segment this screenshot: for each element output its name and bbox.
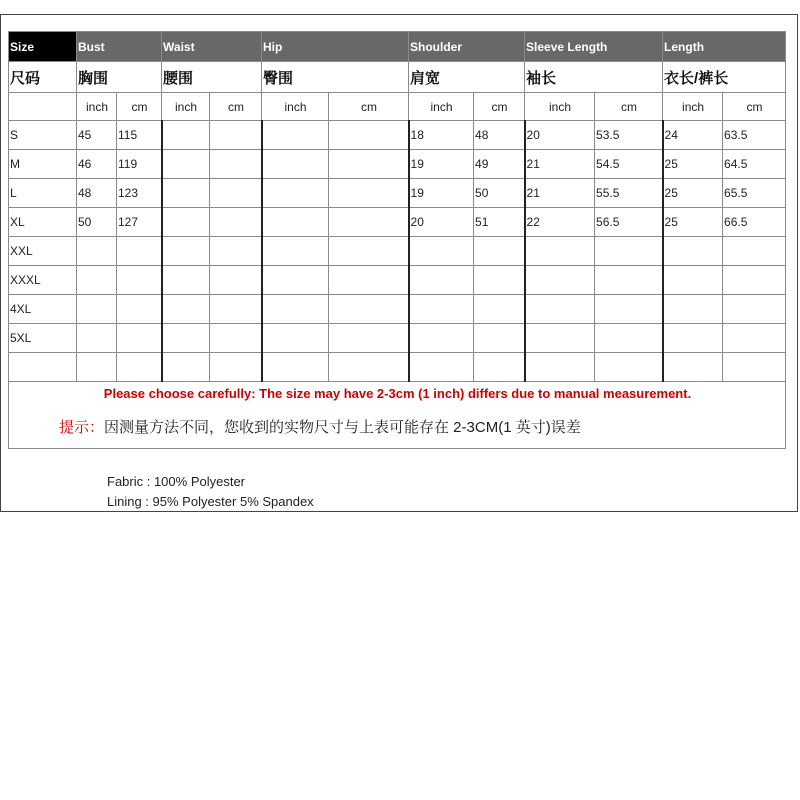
measurement-cell bbox=[409, 266, 474, 295]
measurement-cell bbox=[162, 266, 210, 295]
measurement-cell bbox=[77, 324, 117, 353]
unit-cell: inch bbox=[262, 93, 329, 121]
note-chinese-text: 因测量方法不同，您收到的实物尺寸与上表可能存在 2-3CM(1 英寸)误差 bbox=[104, 419, 581, 436]
measurement-cell bbox=[262, 208, 329, 237]
header-zh-size: 尺码 bbox=[9, 62, 77, 93]
unit-cell: cm bbox=[595, 93, 663, 121]
header-bust: Bust bbox=[77, 32, 162, 62]
measurement-cell: 65.5 bbox=[723, 179, 786, 208]
measurement-cell: 49 bbox=[474, 150, 525, 179]
size-label-cell: XXXL bbox=[9, 266, 77, 295]
note-cell bbox=[9, 382, 786, 449]
measurement-cell bbox=[663, 324, 723, 353]
measurement-cell bbox=[262, 266, 329, 295]
measurement-cell: 46 bbox=[77, 150, 117, 179]
measurement-cell bbox=[329, 295, 409, 324]
measurement-cell bbox=[474, 237, 525, 266]
measurement-cell bbox=[210, 179, 262, 208]
measurement-cell bbox=[162, 179, 210, 208]
measurement-cell bbox=[525, 295, 595, 324]
header-zh-hip: 臀围 bbox=[262, 62, 409, 93]
measurement-cell bbox=[162, 150, 210, 179]
measurement-cell bbox=[77, 237, 117, 266]
measurement-cell: 18 bbox=[409, 121, 474, 150]
size-label-cell: M bbox=[9, 150, 77, 179]
measurement-cell: 22 bbox=[525, 208, 595, 237]
size-chart-table bbox=[8, 31, 786, 449]
measurement-cell bbox=[117, 295, 162, 324]
measurement-cell bbox=[162, 295, 210, 324]
header-shoulder: Shoulder bbox=[409, 32, 525, 62]
measurement-cell bbox=[474, 266, 525, 295]
measurement-cell: 53.5 bbox=[595, 121, 663, 150]
measurement-cell: 25 bbox=[663, 179, 723, 208]
size-label-cell: S bbox=[9, 121, 77, 150]
size-label-cell bbox=[9, 353, 77, 382]
measurement-cell bbox=[329, 266, 409, 295]
measurement-cell bbox=[409, 324, 474, 353]
measurement-cell: 50 bbox=[77, 208, 117, 237]
table-row bbox=[9, 150, 786, 179]
unit-cell bbox=[9, 93, 77, 121]
header-sleeve-length: Sleeve Length bbox=[525, 32, 663, 62]
measurement-cell bbox=[329, 324, 409, 353]
measurement-cell: 123 bbox=[117, 179, 162, 208]
measurement-cell bbox=[595, 324, 663, 353]
measurement-cell bbox=[117, 324, 162, 353]
measurement-cell bbox=[262, 150, 329, 179]
measurement-cell: 54.5 bbox=[595, 150, 663, 179]
header-waist: Waist bbox=[162, 32, 262, 62]
measurement-cell bbox=[262, 295, 329, 324]
header-zh-shoulder: 肩宽 bbox=[409, 62, 525, 93]
note-chinese bbox=[59, 416, 581, 437]
data-rows bbox=[9, 121, 786, 382]
header-zh-sleeve: 袖长 bbox=[525, 62, 663, 93]
measurement-cell bbox=[329, 179, 409, 208]
measurement-cell bbox=[525, 353, 595, 382]
unit-row bbox=[9, 93, 786, 121]
note-chinese-prefix: 提示： bbox=[59, 419, 105, 436]
measurement-cell bbox=[210, 208, 262, 237]
measurement-cell bbox=[723, 295, 786, 324]
measurement-cell: 63.5 bbox=[723, 121, 786, 150]
measurement-cell bbox=[723, 324, 786, 353]
measurement-cell bbox=[409, 237, 474, 266]
unit-cell: inch bbox=[162, 93, 210, 121]
measurement-cell: 25 bbox=[663, 208, 723, 237]
measurement-cell bbox=[474, 353, 525, 382]
table-row bbox=[9, 324, 786, 353]
measurement-cell bbox=[210, 150, 262, 179]
measurement-cell bbox=[329, 353, 409, 382]
measurement-cell bbox=[77, 295, 117, 324]
measurement-cell bbox=[474, 295, 525, 324]
measurement-cell bbox=[77, 266, 117, 295]
measurement-cell: 55.5 bbox=[595, 179, 663, 208]
header-size: Size bbox=[9, 32, 77, 62]
measurement-cell bbox=[162, 324, 210, 353]
measurement-cell bbox=[595, 353, 663, 382]
measurement-cell bbox=[117, 353, 162, 382]
measurement-cell bbox=[262, 121, 329, 150]
measurement-cell bbox=[162, 237, 210, 266]
measurement-cell bbox=[262, 237, 329, 266]
measurement-cell: 25 bbox=[663, 150, 723, 179]
unit-cell: inch bbox=[525, 93, 595, 121]
measurement-cell: 64.5 bbox=[723, 150, 786, 179]
unit-cell: cm bbox=[723, 93, 786, 121]
measurement-cell: 20 bbox=[409, 208, 474, 237]
measurement-cell bbox=[723, 353, 786, 382]
header-zh-waist: 腰围 bbox=[162, 62, 262, 93]
header-row-chinese bbox=[9, 62, 786, 93]
header-zh-bust: 胸围 bbox=[77, 62, 162, 93]
measurement-cell bbox=[329, 237, 409, 266]
measurement-cell bbox=[210, 266, 262, 295]
unit-cell: cm bbox=[329, 93, 409, 121]
table-row bbox=[9, 295, 786, 324]
measurement-cell: 24 bbox=[663, 121, 723, 150]
measurement-cell bbox=[210, 237, 262, 266]
measurement-cell bbox=[663, 295, 723, 324]
measurement-cell: 21 bbox=[525, 150, 595, 179]
measurement-cell: 115 bbox=[117, 121, 162, 150]
table-row bbox=[9, 237, 786, 266]
table-row bbox=[9, 353, 786, 382]
header-zh-length: 衣长/裤长 bbox=[663, 62, 786, 93]
measurement-cell bbox=[723, 237, 786, 266]
measurement-cell: 20 bbox=[525, 121, 595, 150]
unit-cell: inch bbox=[409, 93, 474, 121]
measurement-cell bbox=[595, 295, 663, 324]
measurement-cell bbox=[525, 324, 595, 353]
measurement-cell bbox=[474, 324, 525, 353]
measurement-cell: 66.5 bbox=[723, 208, 786, 237]
size-label-cell: L bbox=[9, 179, 77, 208]
measurement-cell bbox=[329, 121, 409, 150]
fabric-info: Fabric : 100% Polyester bbox=[107, 474, 246, 489]
note-row bbox=[9, 382, 786, 449]
measurement-cell: 19 bbox=[409, 150, 474, 179]
header-length: Length bbox=[663, 32, 786, 62]
unit-cell: cm bbox=[117, 93, 162, 121]
measurement-cell: 19 bbox=[409, 179, 474, 208]
measurement-cell bbox=[409, 353, 474, 382]
note-english: Please choose carefully: The size may have 2-3cm (1 inch) differs due to manual measurement. bbox=[103, 386, 692, 401]
unit-cell: cm bbox=[474, 93, 525, 121]
size-label-cell: XXL bbox=[9, 237, 77, 266]
measurement-cell: 48 bbox=[474, 121, 525, 150]
measurement-cell bbox=[525, 237, 595, 266]
measurement-cell bbox=[117, 237, 162, 266]
unit-cell: cm bbox=[210, 93, 262, 121]
measurement-cell bbox=[329, 150, 409, 179]
measurement-cell bbox=[723, 266, 786, 295]
measurement-cell bbox=[525, 266, 595, 295]
measurement-cell bbox=[210, 295, 262, 324]
measurement-cell bbox=[162, 208, 210, 237]
size-label-cell: XL bbox=[9, 208, 77, 237]
measurement-cell: 48 bbox=[77, 179, 117, 208]
table-row bbox=[9, 266, 786, 295]
measurement-cell: 119 bbox=[117, 150, 162, 179]
measurement-cell bbox=[595, 237, 663, 266]
table-row bbox=[9, 208, 786, 237]
measurement-cell bbox=[663, 266, 723, 295]
unit-cell: inch bbox=[663, 93, 723, 121]
measurement-cell bbox=[663, 237, 723, 266]
measurement-cell bbox=[595, 266, 663, 295]
header-row-english bbox=[9, 32, 786, 62]
measurement-cell bbox=[162, 121, 210, 150]
measurement-cell bbox=[210, 353, 262, 382]
measurement-cell bbox=[262, 353, 329, 382]
table-row bbox=[9, 121, 786, 150]
measurement-cell bbox=[262, 324, 329, 353]
measurement-cell bbox=[409, 295, 474, 324]
measurement-cell bbox=[663, 353, 723, 382]
measurement-cell: 51 bbox=[474, 208, 525, 237]
header-hip: Hip bbox=[262, 32, 409, 62]
measurement-cell: 21 bbox=[525, 179, 595, 208]
size-label-cell: 5XL bbox=[9, 324, 77, 353]
table-row bbox=[9, 179, 786, 208]
measurement-cell: 127 bbox=[117, 208, 162, 237]
unit-cell: inch bbox=[77, 93, 117, 121]
measurement-cell bbox=[210, 121, 262, 150]
measurement-cell bbox=[329, 208, 409, 237]
measurement-cell bbox=[210, 324, 262, 353]
size-label-cell: 4XL bbox=[9, 295, 77, 324]
measurement-cell: 45 bbox=[77, 121, 117, 150]
measurement-cell bbox=[262, 179, 329, 208]
measurement-cell bbox=[77, 353, 117, 382]
lining-info: Lining : 95% Polyester 5% Spandex bbox=[107, 494, 314, 509]
measurement-cell: 56.5 bbox=[595, 208, 663, 237]
measurement-cell: 50 bbox=[474, 179, 525, 208]
measurement-cell bbox=[117, 266, 162, 295]
measurement-cell bbox=[162, 353, 210, 382]
